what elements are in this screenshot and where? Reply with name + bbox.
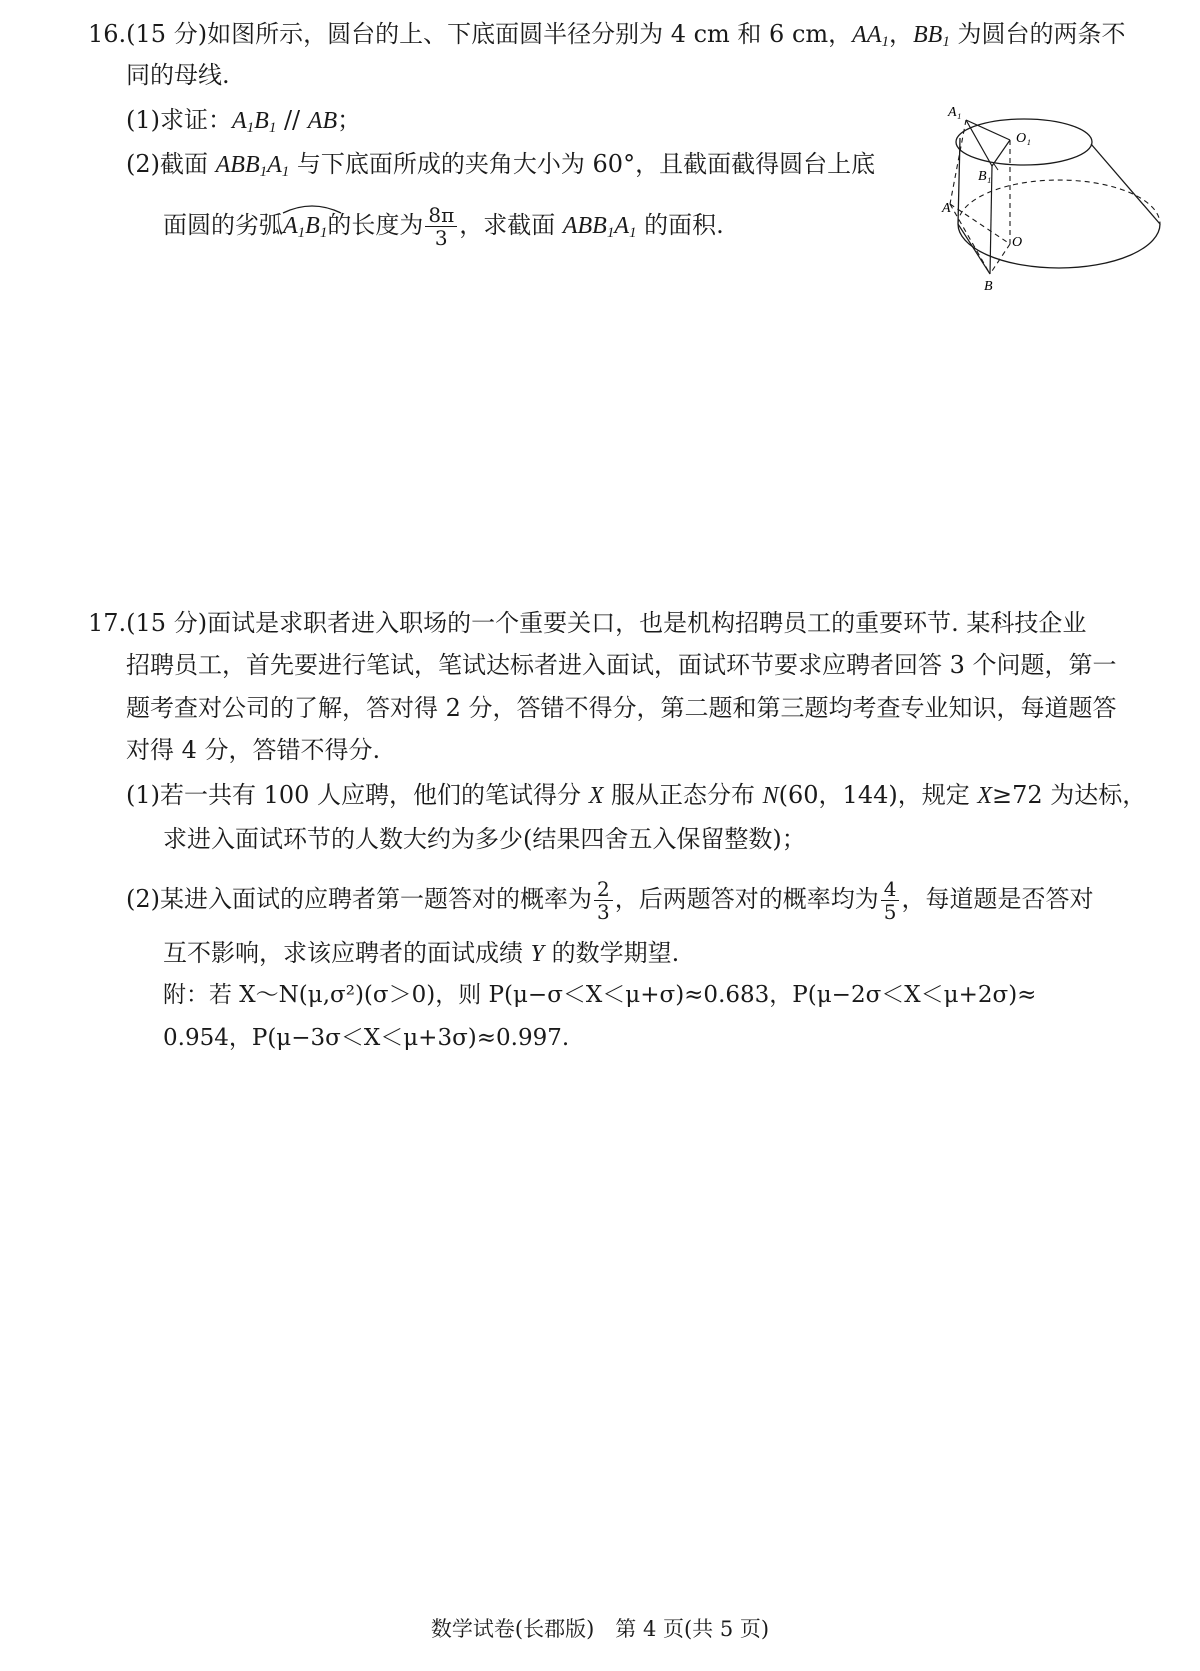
fraction-numerator: 4 <box>881 878 900 901</box>
arc-a1b1: $A_1B_1$ <box>283 210 327 242</box>
q16-part2-arc-text: 面圆的劣弧 <box>163 211 283 239</box>
label-o1: O₁ <box>1016 131 1031 146</box>
o-b-line <box>990 244 1010 274</box>
bottom-ellipse-front <box>958 224 1160 268</box>
fraction-numerator: 8π <box>425 204 457 227</box>
q17-part1-text-d: ≥72 为达标， <box>992 781 1147 809</box>
q16-number: 16. <box>88 20 127 48</box>
fraction-denominator: 3 <box>434 226 448 250</box>
q16-stem-text: 如图所示，圆台的上、下底面圆半径分别为 4 cm 和 6 cm， <box>207 20 853 48</box>
q16-part2-length-text: 的长度为 <box>327 211 424 239</box>
q17-part1-line1: (1)若一共有 100 人应聘，他们的笔试得分 X 服从正态分布 N(60，144)，规定 X≥72 为达标， <box>126 781 1147 809</box>
q16-part1: (1)求证：$A_1B_1$ // AB； <box>126 106 362 136</box>
q16-part2-line1: (2)截面 $ABB_1A_1$ 与下底面所成的夹角大小为 60°，且截面截得圆台上底 <box>126 150 876 180</box>
b1-tick <box>994 164 998 170</box>
b1-o1-line <box>992 140 1010 166</box>
fraction-denominator: 5 <box>883 900 897 924</box>
q16-part2-text: 与下底面所成的夹角大小为 60°，且截面截得圆台上底 <box>289 150 876 178</box>
fraction-numerator: 2 <box>594 878 613 901</box>
q16-part2-label: (2)截面 <box>126 150 216 178</box>
q16-part2-line2: 面圆的劣弧$A_1B_1$ 的长度为 $\frac{8\pi}{3}$ ，求截面 $ABB_1A_1$ 的面积. <box>163 203 724 250</box>
q17-part2-text-b: ，后两题答对的概率均为 <box>614 885 879 913</box>
a-o-line <box>950 204 1010 244</box>
q16-part2-end-text: 的面积. <box>636 211 724 239</box>
q16-part2-area-text: ，求截面 <box>459 211 563 239</box>
q17-part1-line2: 求进入面试环节的人数大约为多少(结果四舍五入保留整数)； <box>163 825 806 853</box>
q17-part2-text-e: 的数学期望. <box>544 939 680 967</box>
fraction-denominator: 3 <box>597 900 610 924</box>
right-generator <box>1091 144 1160 224</box>
q17-appendix-line2: 0.954，P(μ−3σ＜X＜μ+3σ)≈0.997. <box>163 1025 570 1051</box>
prob-fraction-first <box>594 878 613 923</box>
q17-part2-line1 <box>126 878 1093 923</box>
q17-part2-text-a: (2)某进入面试的应聘者第一题答对的概率为 <box>126 885 592 913</box>
q16-part1-label: (1)求证： <box>126 106 232 134</box>
q17-part2-line2: 互不影响，求该应聘者的面试成绩 Y 的数学期望. <box>163 939 680 967</box>
prob-fraction-rest <box>881 878 900 923</box>
a1-a-generator <box>950 120 966 204</box>
q17-part2-text-d: 互不影响，求该应聘者的面试成绩 <box>163 939 531 967</box>
q16-stem-line2: 同的母线. <box>126 61 230 89</box>
q17-stem-line2: 招聘员工，首先要进行笔试，笔试达标者进入面试，面试环节要求应聘者回答 3 个问题，第一 <box>126 651 1117 679</box>
front-generator <box>958 224 990 274</box>
q16-stem-tail: 为圆台的两条不 <box>949 20 1126 48</box>
q16-stem-line1: 16.(15 分)如图所示，圆台的上、下底面圆半径分别为 4 cm 和 6 cm，$AA_1$，$BB_1$ 为圆台的两条不 <box>88 20 1126 50</box>
q17-appendix-line1: 附：若 X～N(μ,σ²)(σ＞0)，则 P(μ−σ＜X＜μ+σ)≈0.683，P(μ−2σ＜X＜μ+2σ)≈ <box>163 982 1037 1008</box>
page-footer: 数学试卷(长郡版) 第 4 页(共 5 页) <box>430 1617 770 1641</box>
label-b: B <box>984 279 993 294</box>
label-o: O <box>1012 235 1023 250</box>
label-b1: B₁ <box>978 169 992 184</box>
q17-stem-line1 <box>88 607 1086 639</box>
q17-part1-text-b: 服从正态分布 <box>603 781 763 809</box>
label-a1: A₁ <box>948 105 962 120</box>
frustum-figure <box>942 100 1173 325</box>
q16-points: (15 分) <box>126 20 208 48</box>
label-a: A <box>942 201 951 216</box>
q17-number: 17. <box>88 609 127 637</box>
arc-length-fraction <box>425 204 457 249</box>
bottom-ellipse-back <box>958 180 1160 224</box>
q17-part1-text-c: (60，144)，规定 <box>778 781 978 809</box>
q17-part2-text-c: ，每道题是否答对 <box>901 885 1094 913</box>
q17-part1-text-a: (1)若一共有 100 人应聘，他们的笔试得分 <box>126 781 589 809</box>
q17-points: (15 分) <box>126 609 208 637</box>
a-b-chord <box>950 204 990 274</box>
q17-stem-line3: 题考查对公司的了解，答对得 2 分，答错不得分，第二题和第三题均考查专业知识，每道题答 <box>126 694 1117 722</box>
q17-stem-line4: 对得 4 分，答错不得分. <box>126 736 381 764</box>
q17-stem-text1: 面试是求职者进入职场的一个重要关口，也是机构招聘员工的重要环节. 某科技企业 <box>207 609 1087 637</box>
